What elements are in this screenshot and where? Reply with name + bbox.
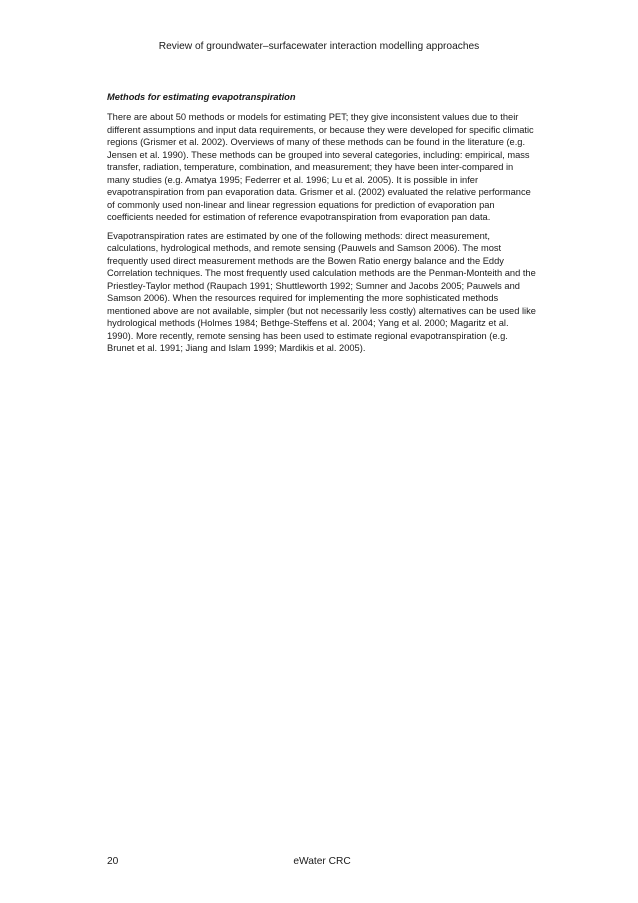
page-footer bbox=[107, 855, 537, 869]
paragraph-pet-methods: There are about 50 methods or models for estimating PET; they give inconsistent values due to their different assumptions and input data requirements, or because they were developed for specific climatic regions (Grismer et al. 2002). Overviews of many of these methods can be found in the literature (e.g. Jensen et al. 1990). These methods can be grouped into several categories, including: empirical, mass transfer, radiation, temperature, combination, and measurement; they have been inter-compared in many studies (e.g. Amatya 1995; Federrer et al. 1996; Lu et al. 2005). It is possible in infer evapotranspiration from pan evaporation data. Grismer et al. (2002) evaluated the relative performance of commonly used non-linear and linear regression equations for prediction of evaporation pan coefficients needed for estimation of reference evapotranspiration from evaporation pan data. bbox=[107, 112, 534, 222]
running-header: Review of groundwater–surfacewater interaction modelling approaches bbox=[158, 41, 480, 52]
paragraph-et-rate-methods: Evapotranspiration rates are estimated by one of the following methods: direct measurement, calculations, hydrological methods, and remote sensing (Pauwels and Samson 2006). The most frequently used direct measurement methods are the Bowen Ratio energy balance and the Eddy Correlation techniques. The most frequently used calculation methods are the Penman-Monteith and the Priestley-Taylor method (Raupach 1991; Shuttleworth 1992; Sumner and Jacobs 2005; Pauwels and Samson 2006). When the resources required for implementing the more sophisticated methods mentioned above are not available, simpler (but not necessarily less costly) alternatives can be used like hydrological methods (Holmes 1984; Bethge-Steffens et al. 2004; Yang et al. 2000; Magaritz et al. 1990). More recently, remote sensing has been used to estimate regional evapotranspiration (e.g. Brunet et al. 1991; Jiang and Islam 1999; Mardikis et al. 2005). bbox=[107, 230, 536, 353]
footer-organization: eWater CRC bbox=[293, 856, 351, 867]
page-number: 20 bbox=[107, 856, 119, 867]
section-heading: Methods for estimating evapotranspiration bbox=[107, 92, 296, 102]
main-content bbox=[107, 91, 537, 361]
